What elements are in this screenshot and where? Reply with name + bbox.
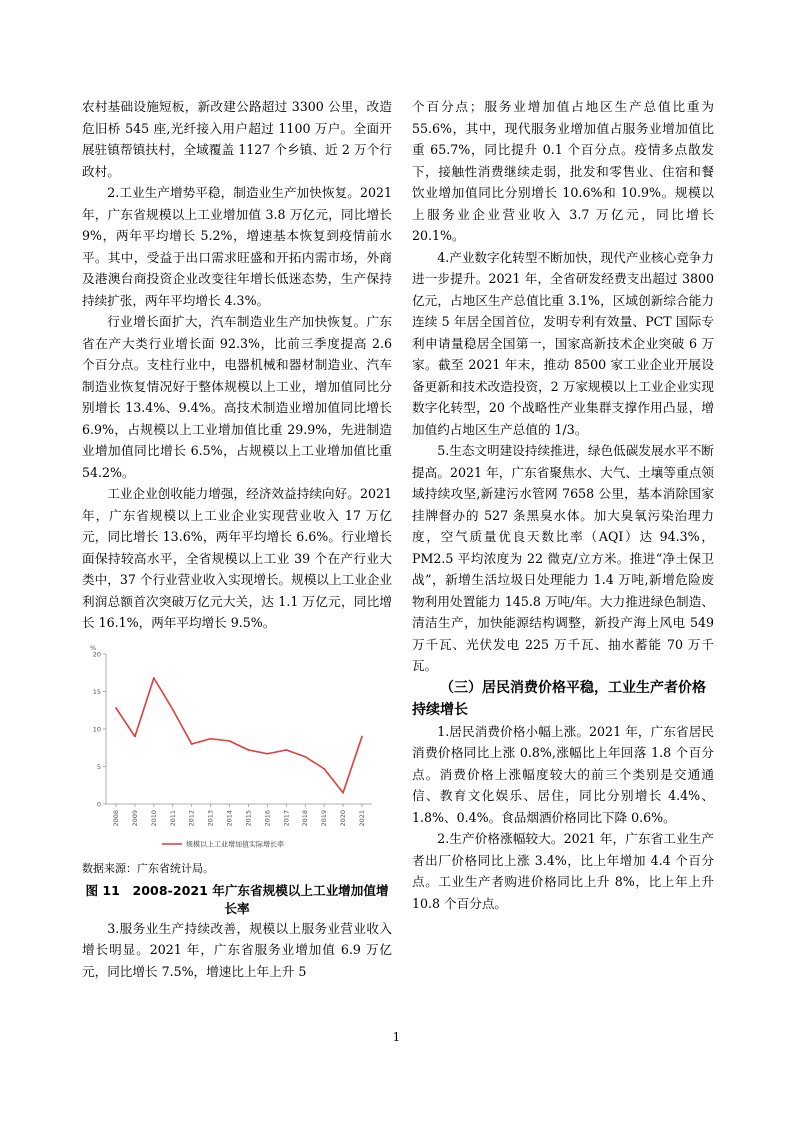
x-tick-label: 2011: [168, 809, 177, 827]
x-tick-label: 2018: [301, 809, 310, 827]
data-point: [266, 752, 268, 754]
paragraph-industrial-production: 2.工业生产增势平稳，制造业生产加快恢复。2021 年，广东省规模以上工业增加值 3.8 万亿元，同比增长 9%，两年平均增长 5.2%，增速基本恢复到疫情前水平。其中，受益于出口需求旺盛和开拓内需市场，外商及港澳台商投资企业改变往年增长低迷态势，生产保持持续扩张，两年平均增长 4.3%。: [82, 185, 392, 308]
figure-source: 数据来源：广东省统计局。: [82, 861, 214, 875]
page-number: 1: [392, 1030, 401, 1044]
data-point: [153, 677, 155, 679]
paragraph-services-continued: 个百分点；服务业增加值占地区生产总值比重为 55.6%，其中，现代服务业增加值占服务业增加值比重 65.7%，同比提升 0.1 个百分点。疫情多点散发下，接触性消费继续走弱，批发和零售业、住宿和餐饮业增加值同比分别增长 10.6%和 10.9%。规模以上服务业企业营业收入 3.7 万亿元，同比增长 20.1%。: [412, 99, 714, 243]
data-point: [323, 767, 325, 769]
x-tick-label: 2016: [263, 809, 272, 827]
x-tick-label: 2010: [149, 809, 158, 827]
x-tick-label: 2012: [187, 809, 196, 827]
data-point: [342, 791, 344, 793]
paragraph-digital-transformation: 4.产业数字化转型不断加快，现代产业核心竞争力进一步提升。2021 年，全省研发经费支出超过 3800 亿元，占地区生产总值比重 3.1%，区域创新综合能力连续 5 年居全国首位，发明专利有效量、PCT 国际专利申请量稳居全国第一，国家高新技术企业突破 6 万家。截至 2021 年末，推动 8500 家工业企业开展设备更新和技术改造投资，2 万家规模以上工业企业实现数字化转型，20 个战略性产业集群支撑作用凸显，增加值约占地区生产总值的 1/3。: [412, 249, 714, 437]
data-point: [191, 743, 193, 745]
paragraph-services: 3.服务业生产持续改善，规模以上服务业营业收入增长明显。2021 年，广东省服务业增加值 6.9 万亿元，同比增长 7.5%，增速比上年上升 5: [82, 920, 392, 979]
figure-caption: 图 11 2008-2021 年广东省规模以上工业增加值增长率: [85, 882, 389, 916]
paragraph-ecology: 5.生态文明建设持续推进，绿色低碳发展水平不断提高。2021 年，广东省聚焦水、大气、土壤等重点领域持续攻坚,新建污水管网 7658 公里，基本消除国家挂牌督办的 527 条黑臭水体。加大臭氧污染治理力度，空气质量优良天数比率（AQI）达 94.3%，PM2.5 平均浓度为 22 微克/立方米。推进“净土保卫战”，新增生活垃圾日处理能力 1.4 万吨,新增危险废物利用处置能力 145.8 万吨/年。大力推进绿色制造、清洁生产，加快能源结构调整，新投产海上风电 549 万千瓦、光伏发电 225 万千瓦、抽水蓄能 70 万千瓦。: [412, 443, 714, 673]
x-tick-label: 2017: [282, 809, 291, 827]
right-column: [412, 96, 714, 914]
paragraph-producer-prices: 2.生产价格涨幅较大。2021 年，广东省工业生产者出厂价格同比上涨 3.4%，比上年增加 4.4 个百分点。工业生产者购进价格同比上升 8%，比上年上升 10.8 个百分点。: [412, 831, 714, 911]
data-point: [361, 735, 363, 737]
x-tick-label: 2014: [225, 809, 234, 827]
x-tick-label: 2021: [358, 809, 366, 827]
y-tick-label: 5: [96, 762, 101, 771]
paragraph-industrial-revenue: 工业企业创收能力增强，经济效益持续向好。2021 年，广东省规模以上工业企业实现营业收入 17 万亿元，同比增长 13.6%，两年平均增长 6.6%。行业增长面保持较高水平，全省规模以上工业 39 个在产行业大类中，37 个行业营业收入实现增长。规模以上工业企业利润总额首次突破万亿元大关，达 1.1 万亿元，同比增长 16.1%，两年平均增长 9.5%。: [82, 486, 392, 630]
x-tick-label: 2013: [206, 809, 215, 827]
data-point: [210, 737, 212, 739]
series-line-industrial-growth: [116, 678, 362, 793]
paragraph-industry-growth: 行业增长面扩大，汽车制造业生产加快恢复。广东省在产大类行业增长面 92.3%，比前三季度提高 2.6 个百分点。支柱行业中，电器机械和器材制造业、汽车制造业恢复情况好于整体规模以上工业，增加值同比分别增长 13.4%、9.4%。高技术制造业增加值同比增长 6.9%，占规模以上工业增加值比重 29.9%，先进制造业增加值同比增长 6.5%，占规模以上工业增加值比重 54.2%。: [82, 314, 392, 480]
y-axis-unit: %: [90, 643, 97, 652]
paragraph-rural-infrastructure: 农村基础设施短板，新改建公路超过 3300 公里，改造危旧桥 545 座,光纤接入用户超过 1100 万户。全面开展驻镇帮镇扶村，全域覆盖 1127 个乡镇、近 2 万个行政村。: [82, 99, 392, 179]
industrial-growth-line-chart: [82, 640, 382, 858]
x-tick-label: 2008: [112, 809, 120, 827]
left-column: [82, 96, 392, 982]
x-tick-label: 2009: [130, 809, 139, 827]
x-tick-label: 2020: [339, 809, 348, 827]
section-heading-prices: （三）居民消费价格平稳，工业生产者价格持续增长: [412, 679, 706, 718]
y-tick-label: 20: [92, 650, 101, 658]
legend-label: 规模以上工业增加值实际增长率: [186, 840, 284, 848]
x-tick-label: 2015: [244, 809, 253, 827]
y-tick-label: 0: [96, 800, 101, 808]
y-tick-label: 10: [92, 725, 101, 733]
figure-11: [82, 640, 392, 918]
data-point: [134, 735, 136, 737]
data-point: [172, 708, 174, 710]
data-point: [115, 707, 117, 709]
data-point: [248, 749, 250, 751]
paragraph-consumer-prices: 1.居民消费价格小幅上涨。2021 年，广东省居民消费价格同比上涨 0.8%,涨幅比上年回落 1.8 个百分点。消费价格上涨幅度较大的前三个类别是交通通信、教育文化娱乐、居住，同比分别增长 4.4%、1.8%、0.4%。食品烟酒价格同比下降 0.6%。: [412, 723, 714, 825]
data-point: [304, 755, 306, 757]
x-tick-label: 2019: [320, 809, 329, 827]
data-point: [229, 740, 231, 742]
data-point: [285, 749, 287, 751]
y-tick-label: 15: [92, 687, 101, 696]
